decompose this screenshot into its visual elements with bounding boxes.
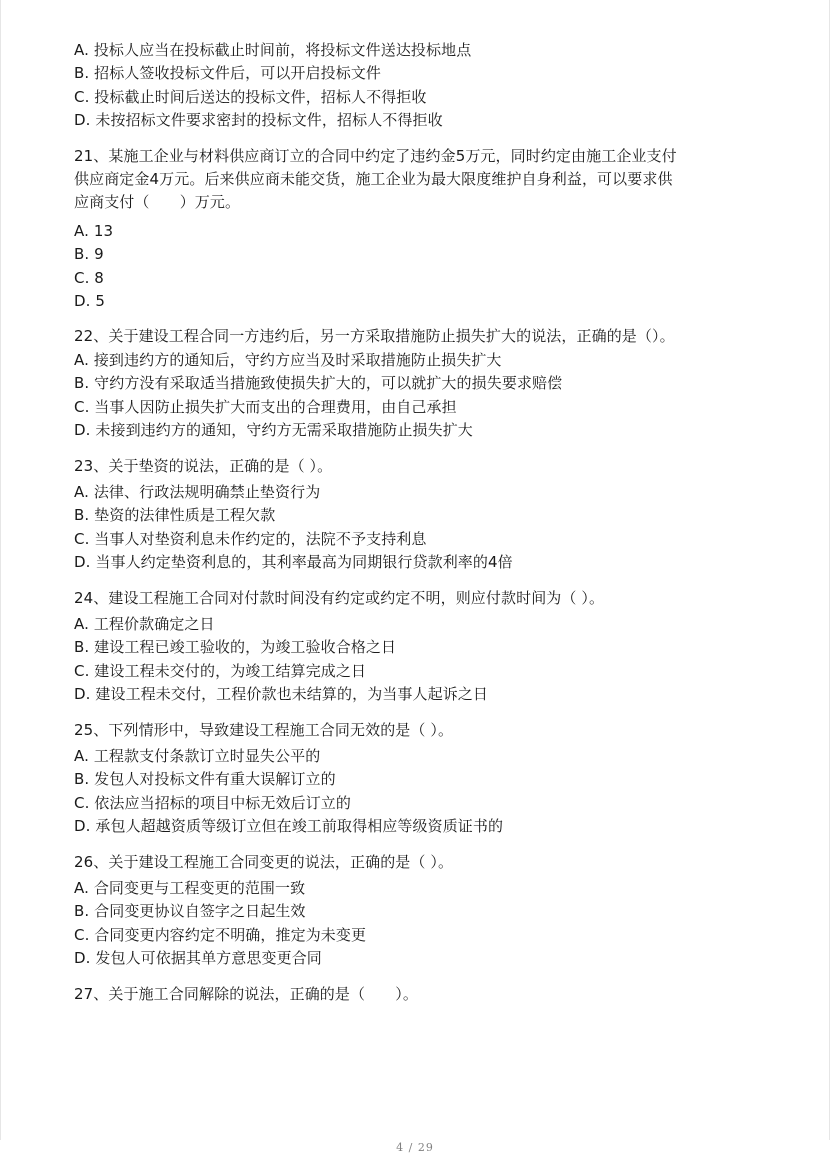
stem-line: 21、某施工企业与材料供应商订立的合同中约定了违约金5万元，同时约定由施工企业支付 [74, 146, 677, 165]
stem-line: 供应商定金4万元。后来供应商未能交货，施工企业为最大限度维护自身利益，可以要求供 [74, 170, 673, 189]
question-22 [74, 325, 774, 442]
previous-question-options [74, 39, 774, 133]
option-b: B. 合同变更协议自签字之日起生效 [74, 902, 306, 921]
option-a: A. 法律、行政法规明确禁止垫资行为 [74, 482, 321, 501]
option-d: D. 发包人可依据其单方意思变更合同 [74, 949, 322, 968]
option-c: C. 合同变更内容约定不明确，推定为未变更 [74, 925, 367, 944]
question-23 [74, 455, 774, 575]
stem-line: 26、关于建设工程施工合同变更的说法，正确的是（ ）。 [74, 852, 454, 871]
question-stem [74, 587, 774, 610]
option-a: A. 投标人应当在投标截止时间前，将投标文件送达投标地点 [74, 41, 472, 59]
question-stem [74, 851, 774, 874]
option-d: D. 当事人约定垫资利息的，其利率最高为同期银行贷款利率的4倍 [74, 553, 513, 572]
question-25 [74, 719, 774, 839]
page-content [74, 39, 774, 1006]
option-d: D. 承包人超越资质等级订立但在竣工前取得相应等级资质证书的 [74, 817, 504, 836]
stem-line: 24、建设工程施工合同对付款时间没有约定或约定不明，则应付款时间为（ ）。 [74, 588, 605, 607]
option-c: C. 当事人因防止损失扩大而支出的合理费用，由自己承担 [74, 397, 457, 416]
option-a: A. 工程价款确定之日 [74, 614, 215, 633]
option-c: C. 投标截止时间后送达的投标文件，招标人不得拒收 [74, 87, 427, 106]
page-left-edge [0, 0, 1, 1140]
option-a: A. 合同变更与工程变更的范围一致 [74, 879, 306, 897]
option-c: C. 依法应当招标的项目中标无效后订立的 [74, 793, 352, 812]
stem-line: 应商支付（ ）万元。 [74, 193, 241, 212]
stem-line: 27、关于施工合同解除的说法，正确的是（ ）。 [74, 984, 418, 1003]
option-b: B. 发包人对投标文件有重大误解订立的 [74, 770, 336, 789]
option-c: C. 当事人对垫资利息未作约定的，法院不予支持利息 [74, 529, 427, 548]
question-options [74, 349, 774, 443]
option-d: D. 5 [74, 292, 106, 311]
option-b: B. 招标人签收投标文件后，可以开启投标文件 [74, 64, 382, 83]
option-b: B. 守约方没有采取适当措施致使损失扩大的，可以就扩大的损失要求赔偿 [74, 374, 563, 393]
option-a: A. 13 [74, 221, 114, 240]
question-27 [74, 983, 774, 1006]
question-24 [74, 587, 774, 707]
option-b: B. 垫资的法律性质是工程欠款 [74, 506, 276, 525]
option-b: B. 9 [74, 245, 104, 264]
question-options [74, 481, 774, 575]
option-b: B. 建设工程已竣工验收的，为竣工验收合格之日 [74, 638, 397, 657]
option-a: A. 接到违约方的通知后，守约方应当及时采取措施防止损失扩大 [74, 350, 502, 369]
question-options [74, 745, 774, 839]
stem-line: 25、下列情形中，导致建设工程施工合同无效的是（ ）。 [74, 720, 454, 739]
stem-line: 22、关于建设工程合同一方违约后，另一方采取措施防止损失扩大的说法，正确的是（）。 [74, 327, 675, 346]
question-options [74, 877, 774, 971]
option-c: C. 8 [74, 268, 104, 287]
question-21 [74, 145, 774, 314]
page-indicator: 4 / 29 [396, 1141, 434, 1154]
question-stem [74, 983, 774, 1006]
question-options [74, 220, 774, 314]
question-stem [74, 719, 774, 742]
option-c: C. 建设工程未交付的，为竣工结算完成之日 [74, 661, 367, 680]
question-stem [74, 325, 774, 348]
option-d: D. 建设工程未交付，工程价款也未结算的，为当事人起诉之日 [74, 685, 488, 704]
stem-line: 23、关于垫资的说法，正确的是（ ）。 [74, 456, 333, 475]
option-d: D. 未接到违约方的通知，守约方无需采取措施防止损失扩大 [74, 421, 473, 440]
question-26 [74, 851, 774, 971]
option-a: A. 工程款支付条款订立时显失公平的 [74, 746, 321, 765]
option-d: D. 未按招标文件要求密封的投标文件，招标人不得拒收 [74, 111, 443, 130]
question-options [74, 613, 774, 707]
question-stem [74, 455, 774, 478]
question-stem [74, 145, 774, 215]
